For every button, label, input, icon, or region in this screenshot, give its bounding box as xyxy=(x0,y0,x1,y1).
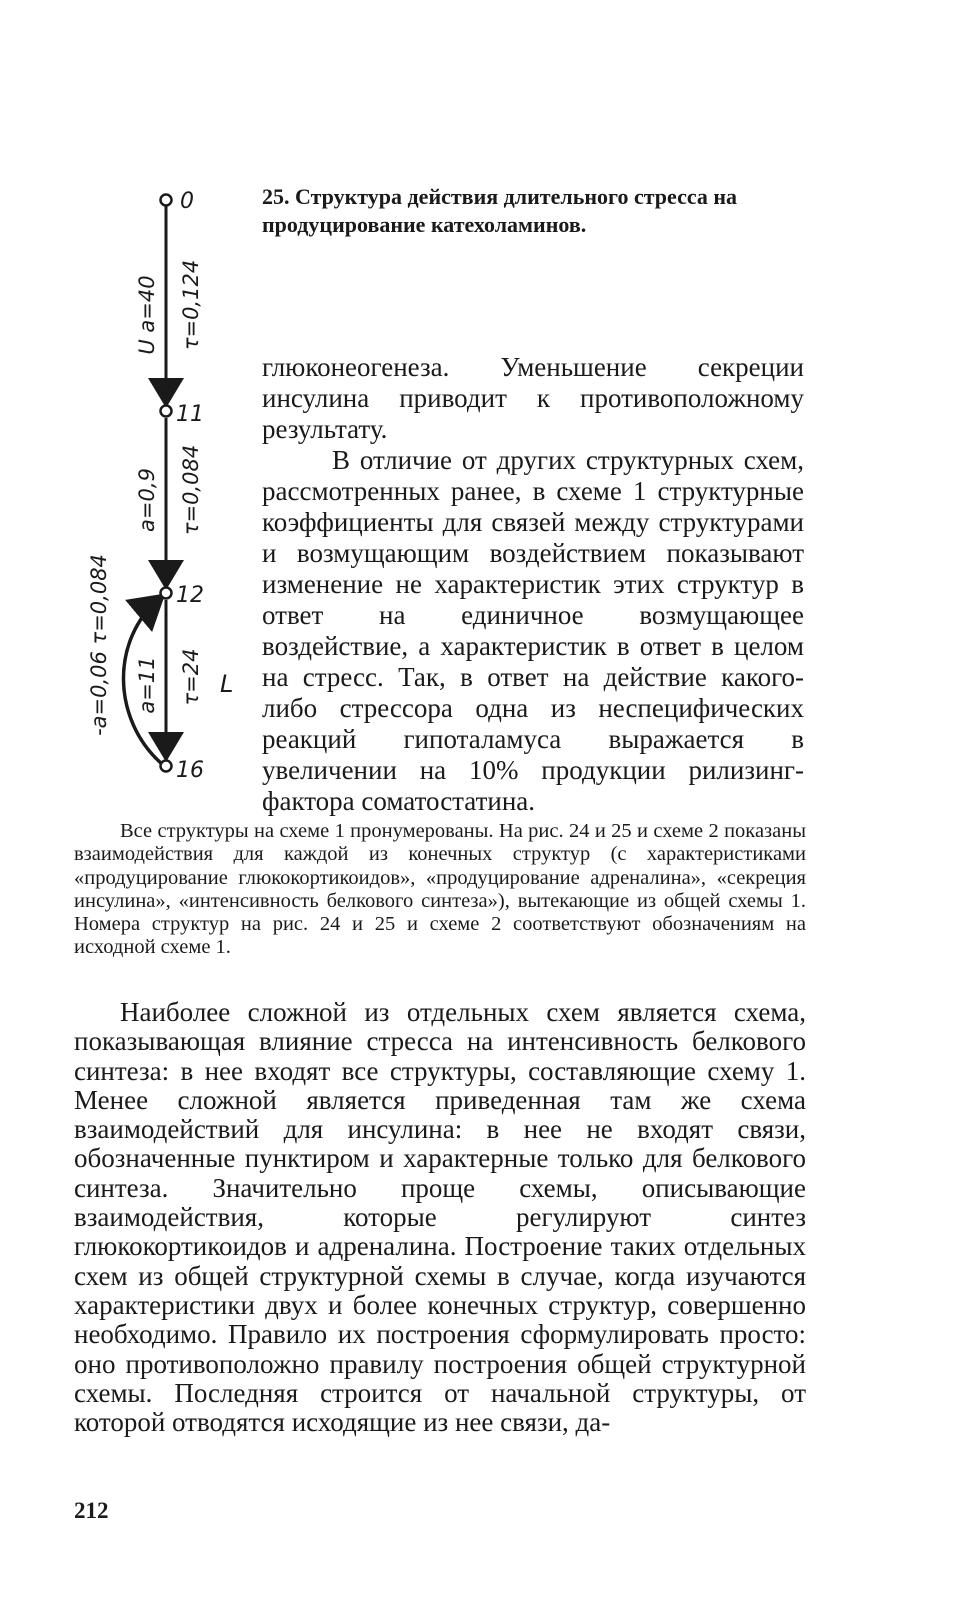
side-paragraph-1: глюконеогенеза. Уменьшение секреции инсулина приводит к противоположному результату. xyxy=(262,352,804,444)
node-0 xyxy=(161,195,172,206)
node-label-0: 0 xyxy=(180,189,194,214)
node-label-16: 16 xyxy=(176,758,204,783)
small-print-paragraph: Все структуры на схеме 1 пронумерованы. На рис. 24 и 25 и схеме 2 показаны взаимодействия для каждой из конечных структур (с характеристиками «продуцирование глюкокортикоидов», «продуцирование адреналина», «секреция инсулина», «интенсивность белкового синтеза»), вытекающие из общей схемы 1. Номера структур на рис. 24 и 25 и схеме 2 соответствуют обозначениям на исходной схеме 1. xyxy=(74,820,806,959)
node-label-11: 11 xyxy=(176,402,204,427)
side-text-block xyxy=(262,352,804,817)
node-11 xyxy=(161,406,172,417)
side-paragraph-2: В отличие от других структурных схем, рассмотренных ранее, в схеме 1 структурные коэффициенты для связей между структурами и возмущающим воздействием показывают изменение не характеристик этих структур в ответ на единичное возмущающее воздействие, а характеристик в ответ в целом на стресс. Так, в ответ на действие какого-либо стрессора одна из неспецифических реакций гипоталамуса выражается в увеличении на 10% продукции рилизинг-фактора соматостатина. xyxy=(262,445,804,816)
edge-label-a-40: U a=40 xyxy=(135,275,159,355)
page-number: 212 xyxy=(74,1498,109,1523)
node-label-12: 12 xyxy=(176,583,204,608)
edge-label-feedback: -a=0,06 τ=0,084 xyxy=(87,554,111,736)
edge-label-a-11: a=11 xyxy=(135,656,159,714)
edge-label-t-0084: τ=0,084 xyxy=(179,444,203,536)
structure-diagram xyxy=(70,180,240,790)
edge-label-t-24: τ=24 xyxy=(179,648,203,706)
edge-label-t-0124: τ=0,124 xyxy=(179,259,203,351)
edge-label-a-09: a=0,9 xyxy=(135,468,159,532)
node-16 xyxy=(161,761,172,772)
main-paragraph: Наиболее сложной из отдельных схем является схема, показывающая влияние стресса на интенсивность белкового синтеза: в нее входят все структуры, составляющие схему 1. Менее сложной является приведенная там же схема взаимодействий для инсулина: в нее не входят связи, обозначенные пунктиром и характерные только для белкового синтеза. Значительно проще схемы, описывающие взаимодействия, которые регулируют синтез глюкокортикоидов и адреналина. Построение таких отдельных схем из общей структурной схемы в случае, когда изучаются характеристики двух и более конечных структур, совершенно необходимо. Правило их построения сформулировать просто: оно противоположно правилу построения общей структурной схемы. Последняя строится от начальной структуры, от которой отводятся исходящие из нее связи, да- xyxy=(74,997,806,1438)
node-12 xyxy=(161,588,172,599)
stray-mark: L xyxy=(220,670,234,698)
figure-caption: 25. Структура действия длительного стресса на продуцирование катехоламинов. xyxy=(262,184,738,237)
